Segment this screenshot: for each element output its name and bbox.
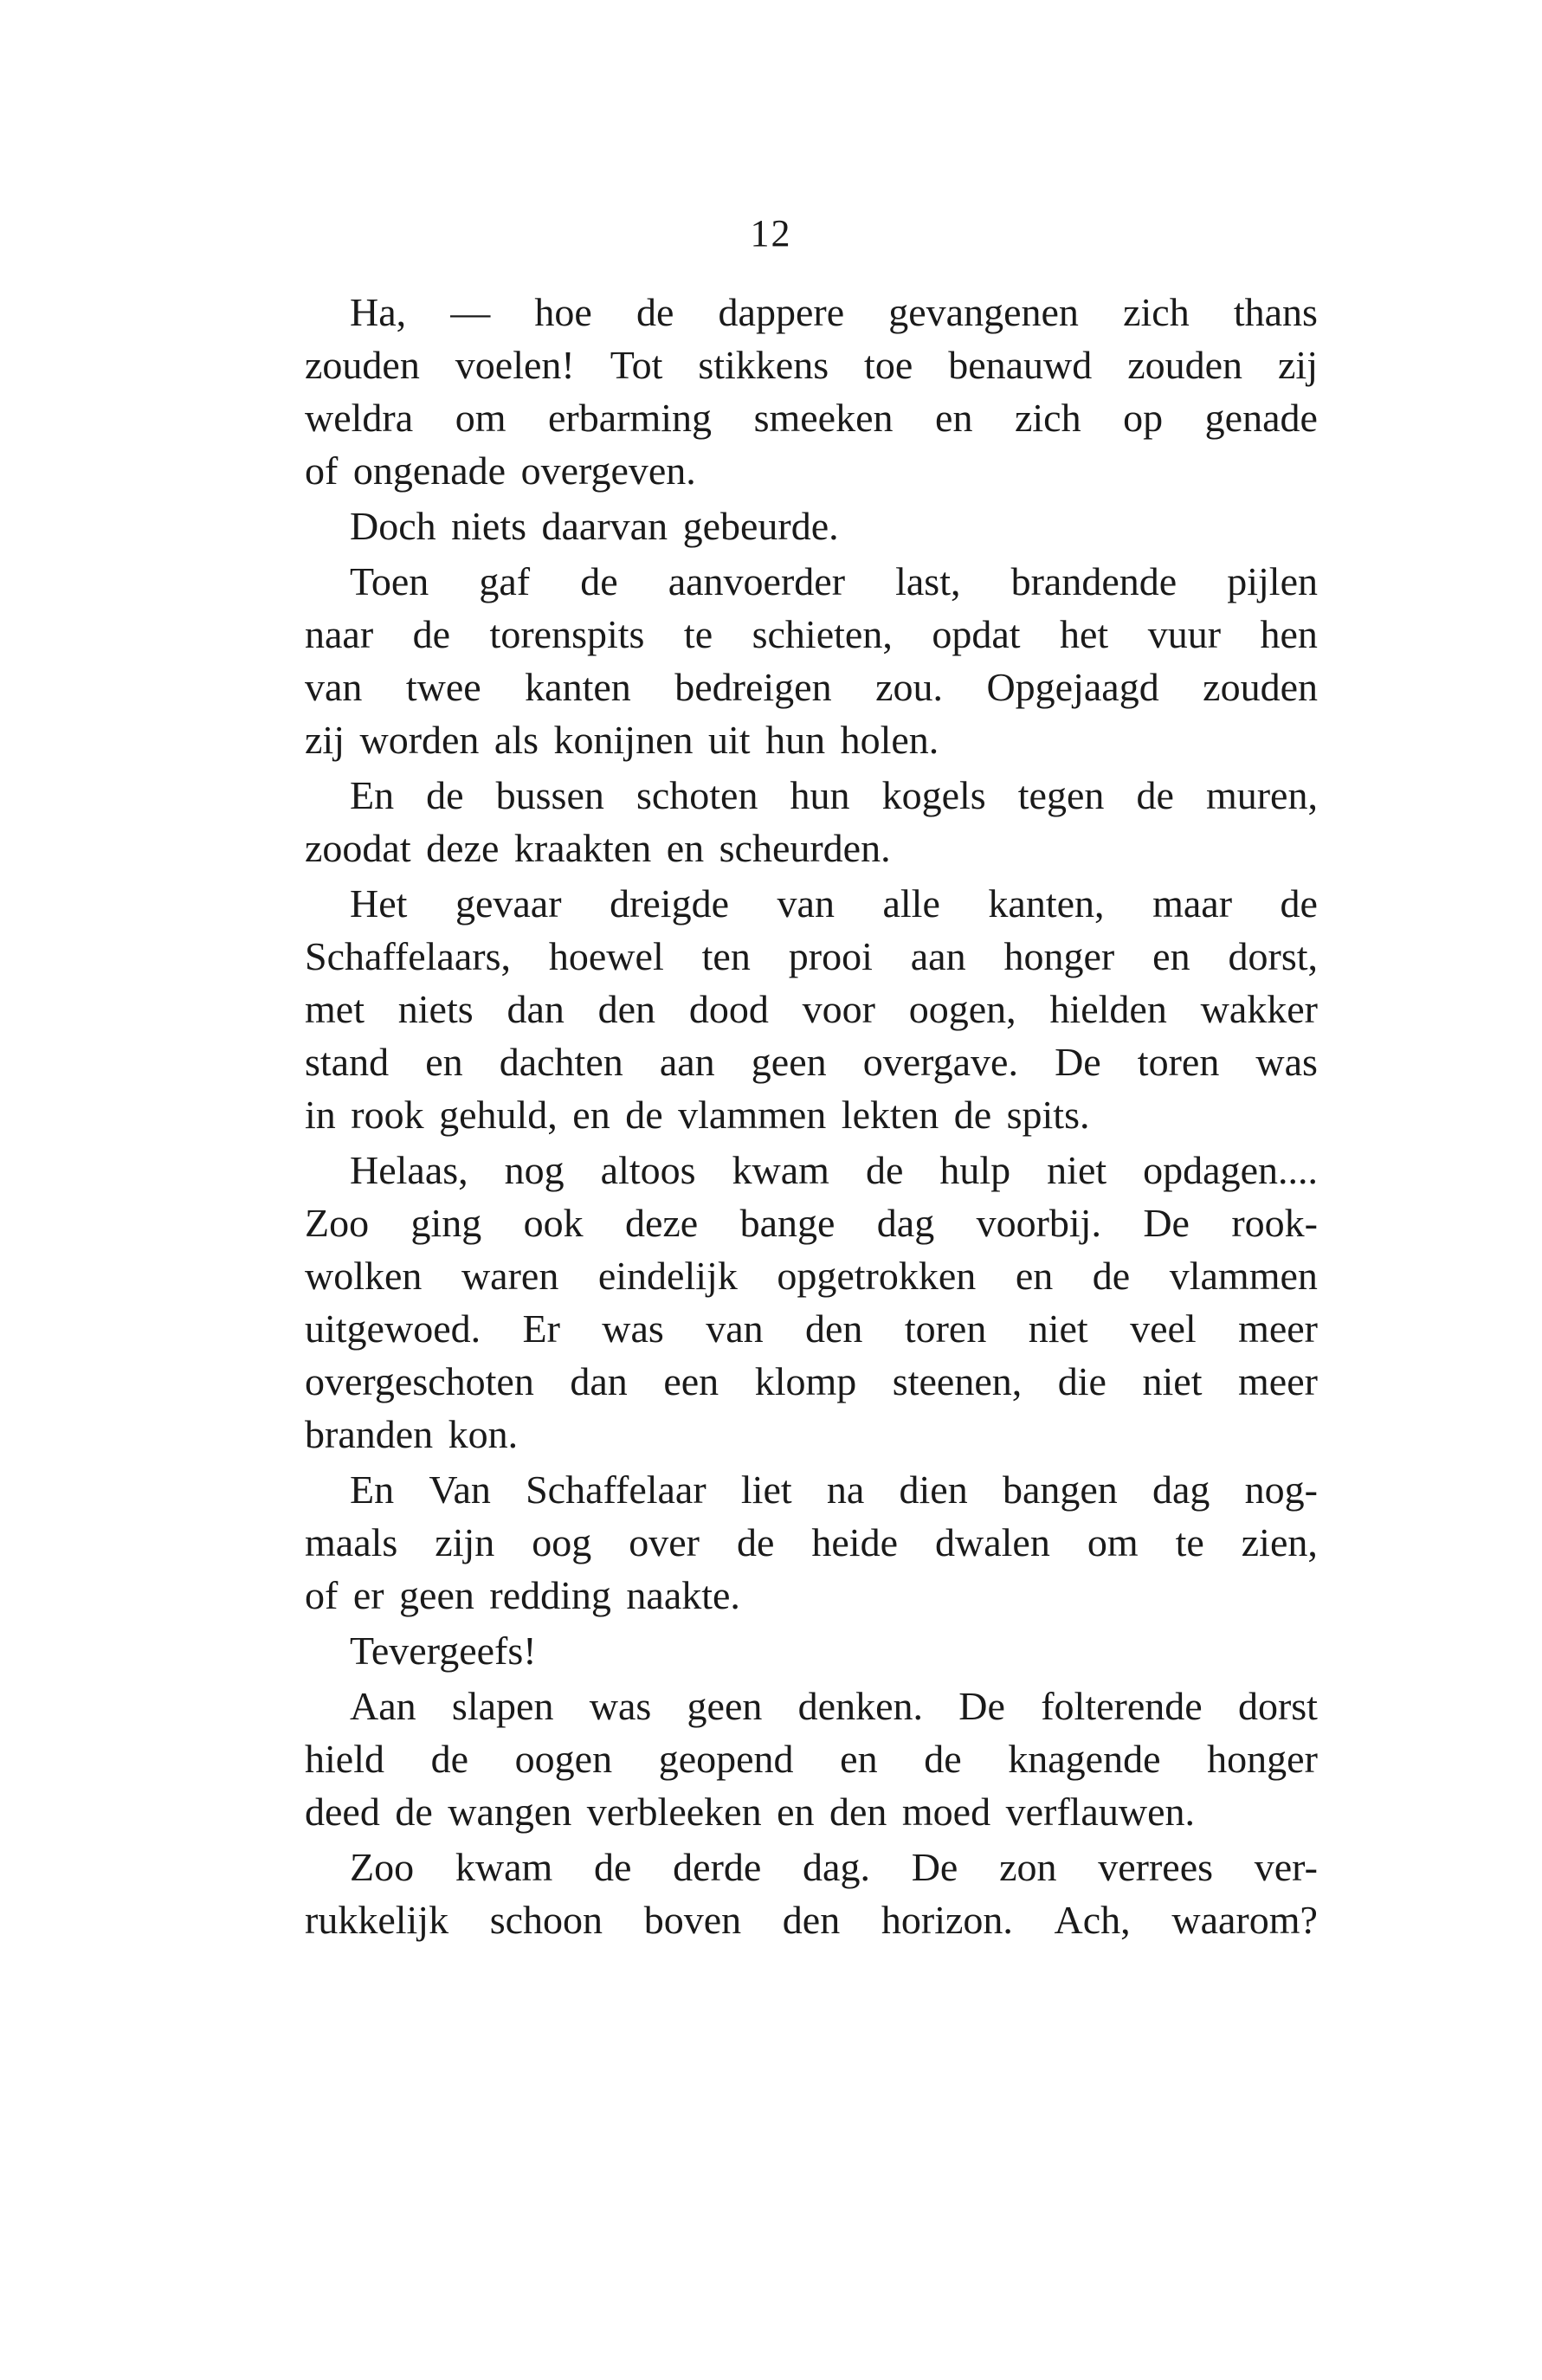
word: En (350, 773, 395, 817)
word: verrees (1098, 1845, 1214, 1889)
word: dan (506, 987, 565, 1031)
word: brandende (1010, 559, 1177, 603)
word: zou. (875, 665, 943, 709)
word: De (958, 1684, 1005, 1728)
text-line (305, 1302, 1318, 1355)
word: dood (688, 987, 769, 1031)
word: kwam (455, 1845, 553, 1889)
text-line: zoodat deze kraakten en scheurden. (305, 826, 891, 870)
word: zon (999, 1845, 1057, 1889)
word: wakker (1200, 987, 1318, 1031)
text-line (305, 983, 1318, 1035)
word: gevangenen (888, 290, 1079, 334)
word: waren (461, 1254, 559, 1298)
paragraph (305, 555, 1318, 766)
word: Van (429, 1467, 491, 1512)
word: honger (1003, 934, 1115, 978)
word: voor (802, 987, 875, 1031)
text-line (305, 1463, 1318, 1516)
word: waarom? (1171, 1898, 1318, 1942)
word: zouden (305, 343, 420, 387)
word: En (350, 1467, 395, 1512)
word: hun (790, 773, 850, 817)
word: oog (532, 1520, 592, 1564)
word: oogen, (908, 987, 1016, 1031)
word: bange (739, 1201, 836, 1245)
word: dan (570, 1359, 628, 1403)
word: toe (864, 343, 913, 387)
word: te (1175, 1520, 1204, 1564)
word: en (1015, 1254, 1054, 1298)
word: steenen, (892, 1359, 1023, 1403)
word: om (1087, 1520, 1139, 1564)
word: De (911, 1845, 958, 1889)
word: niet (1142, 1359, 1203, 1403)
word: boven (643, 1898, 742, 1942)
word: hoewel (548, 934, 664, 978)
word: rukkelijk (305, 1898, 449, 1942)
word: uitgewoed. (305, 1306, 481, 1351)
word: kanten (525, 665, 631, 709)
word: zouden (1203, 665, 1318, 709)
word: naar (305, 612, 374, 656)
word: hulp (939, 1148, 1011, 1192)
page-number: 12 (750, 212, 792, 255)
text-line (305, 930, 1318, 983)
text-line: branden kon. (305, 1412, 519, 1456)
word: Schaffelaars, (305, 934, 511, 978)
word: dag. (803, 1845, 870, 1889)
word: dachten (499, 1040, 623, 1084)
text-line: of ongenade overgeven. (305, 448, 696, 493)
word: die (1057, 1359, 1106, 1403)
word: kanten, (988, 881, 1105, 926)
word: de (426, 773, 464, 817)
word: opgetrokken (777, 1254, 977, 1298)
word: ver- (1254, 1845, 1318, 1889)
word: schieten, (752, 612, 893, 656)
word: meer (1238, 1359, 1318, 1403)
text-line (305, 1196, 1318, 1249)
word: Het (350, 881, 408, 926)
word: zouden (1127, 343, 1243, 387)
word: de (865, 1148, 904, 1192)
word: eindelijk (597, 1254, 738, 1298)
word: Tot (610, 343, 663, 387)
text-line (305, 1893, 1318, 1946)
word: zijn (435, 1520, 495, 1564)
word: maals (305, 1520, 398, 1564)
text-line (305, 286, 1318, 339)
paragraph (305, 769, 1318, 874)
word: geen (687, 1684, 763, 1728)
text-line (305, 877, 1318, 930)
word: altoos (600, 1148, 696, 1192)
word: nog (504, 1148, 565, 1192)
word: knagende (1008, 1737, 1161, 1781)
word: en (840, 1737, 878, 1781)
word: te (683, 612, 713, 656)
text-line (305, 339, 1318, 391)
paragraph (305, 1463, 1318, 1622)
word: dag (876, 1201, 935, 1245)
word: niet (1047, 1148, 1107, 1192)
word: derde (673, 1845, 762, 1889)
text-line (305, 661, 1318, 713)
word: thans (1233, 290, 1318, 334)
word: horizon. (881, 1898, 1013, 1942)
paragraph (305, 1144, 1318, 1461)
word: dappere (718, 290, 845, 334)
word: genade (1204, 396, 1318, 440)
word: slapen (451, 1684, 554, 1728)
word: den (805, 1306, 863, 1351)
word: folterende (1041, 1684, 1203, 1728)
word: zij (1278, 343, 1318, 387)
word: zien, (1241, 1520, 1318, 1564)
word: zich (1014, 396, 1081, 440)
paragraph (305, 286, 1318, 497)
word: deze (624, 1201, 699, 1245)
word: de (594, 1845, 632, 1889)
body-text (305, 286, 1318, 1946)
word: niets (397, 987, 474, 1031)
word: het (1060, 612, 1109, 656)
word: smeeken (753, 396, 894, 440)
text-line: in rook gehuld, en de vlammen lekten de spits. (305, 1093, 1090, 1137)
word: voorbij. (976, 1201, 1101, 1245)
word: wolken (305, 1254, 423, 1298)
paragraph (305, 877, 1318, 1141)
word: bussen (495, 773, 604, 817)
word: van (777, 881, 835, 926)
paragraph (305, 500, 1318, 552)
word: de (1092, 1254, 1131, 1298)
word: gevaar (455, 881, 562, 926)
word: opdagen.... (1143, 1148, 1318, 1192)
word: muren, (1205, 773, 1318, 817)
word: alle (882, 881, 940, 926)
word: de (430, 1737, 469, 1781)
word: schoten (636, 773, 758, 817)
word: overgave. (862, 1040, 1018, 1084)
paragraph (305, 1680, 1318, 1838)
word: rook- (1231, 1201, 1318, 1245)
word: Toen (350, 559, 429, 603)
word: ook (523, 1201, 584, 1245)
word: de (580, 559, 618, 603)
paragraph (305, 1841, 1318, 1946)
word: bangen (1002, 1467, 1118, 1512)
word: Ach, (1054, 1898, 1131, 1942)
word: opdat (932, 612, 1021, 656)
word: den (597, 987, 656, 1031)
word: weldra (305, 396, 414, 440)
text-line (305, 1680, 1318, 1732)
word: de (412, 612, 451, 656)
word: geen (751, 1040, 827, 1084)
word: Schaffelaar (526, 1467, 706, 1512)
word: aan (910, 934, 966, 978)
word: geopend (658, 1737, 794, 1781)
word: hoe (534, 290, 592, 334)
word: de (1136, 773, 1174, 817)
text-line (305, 769, 1318, 822)
word: op (1123, 396, 1164, 440)
word: zich (1123, 290, 1190, 334)
text-line (305, 555, 1318, 608)
word: dien (899, 1467, 968, 1512)
word: was (602, 1306, 664, 1351)
word: maar (1152, 881, 1233, 926)
word: De (1055, 1040, 1101, 1084)
word: bedreigen (674, 665, 832, 709)
word: ging (410, 1201, 482, 1245)
word: pijlen (1227, 559, 1318, 603)
word: en (425, 1040, 463, 1084)
text-line (305, 1732, 1318, 1785)
word: een (663, 1359, 719, 1403)
text-line: Tevergeefs! (350, 1629, 537, 1673)
text-line (305, 1516, 1318, 1569)
word: torenspits (489, 612, 645, 656)
word: Zoo (350, 1845, 415, 1889)
word: de (924, 1737, 962, 1781)
text-line: deed de wangen verbleeken en den moed verflauwen. (305, 1790, 1195, 1834)
word: erbarming (548, 396, 713, 440)
word: den (782, 1898, 841, 1942)
word: klomp (754, 1359, 857, 1403)
word: en (1152, 934, 1190, 978)
paragraph (305, 1624, 1318, 1677)
text-line (305, 1841, 1318, 1893)
word: schoon (489, 1898, 603, 1942)
word: hen (1260, 612, 1318, 656)
word: veel (1130, 1306, 1197, 1351)
word: last, (895, 559, 961, 603)
word: Helaas, (350, 1148, 468, 1192)
word: oogen (514, 1737, 613, 1781)
word: — (450, 290, 491, 334)
word: Opgejaagd (986, 665, 1159, 709)
word: Ha, (350, 290, 407, 334)
word: de (1280, 881, 1318, 926)
word: Aan (350, 1684, 416, 1728)
word: dorst (1237, 1684, 1318, 1728)
text-line: zij worden als konijnen uit hun holen. (305, 718, 939, 762)
word: twee (405, 665, 481, 709)
word: van (305, 665, 363, 709)
word: denken. (797, 1684, 924, 1728)
text-line (305, 1035, 1318, 1088)
word: honger (1207, 1737, 1318, 1781)
word: liet (740, 1467, 792, 1512)
word: Er (522, 1306, 560, 1351)
word: De (1143, 1201, 1190, 1245)
word: voelen! (455, 343, 575, 387)
word: hielden (1049, 987, 1167, 1031)
word: stand (305, 1040, 390, 1084)
word: over (629, 1520, 700, 1564)
word: meer (1238, 1306, 1318, 1351)
word: stikkens (698, 343, 829, 387)
word: dreigde (610, 881, 729, 926)
text-line (305, 1249, 1318, 1302)
word: toren (1137, 1040, 1220, 1084)
text-line (305, 608, 1318, 661)
text-line (305, 391, 1318, 444)
word: was (589, 1684, 652, 1728)
text-line (305, 1144, 1318, 1196)
text-line: of er geen redding naakte. (305, 1573, 740, 1617)
word: dorst, (1228, 934, 1318, 978)
word: toren (904, 1306, 987, 1351)
text-line: Doch niets daarvan gebeurde. (350, 504, 839, 548)
word: en (935, 396, 973, 440)
word: dwalen (934, 1520, 1050, 1564)
word: prooi (788, 934, 873, 978)
word: Zoo (305, 1201, 370, 1245)
word: van (706, 1306, 764, 1351)
word: overgeschoten (305, 1359, 534, 1403)
word: met (305, 987, 365, 1031)
word: dag (1152, 1467, 1210, 1512)
word: nog- (1244, 1467, 1318, 1512)
word: hield (305, 1737, 384, 1781)
word: benauwd (948, 343, 1093, 387)
word: kwam (732, 1148, 829, 1192)
word: aan (659, 1040, 715, 1084)
text-line (305, 1355, 1318, 1408)
word: kogels (881, 773, 986, 817)
word: tegen (1017, 773, 1105, 817)
word: om (455, 396, 506, 440)
word: vuur (1147, 612, 1222, 656)
word: niet (1028, 1306, 1088, 1351)
word: was (1255, 1040, 1318, 1084)
word: aanvoerder (668, 559, 846, 603)
word: de (636, 290, 674, 334)
word: de (736, 1520, 775, 1564)
word: na (826, 1467, 865, 1512)
word: heide (811, 1520, 898, 1564)
word: gaf (479, 559, 531, 603)
word: vlammen (1169, 1254, 1318, 1298)
word: ten (701, 934, 751, 978)
